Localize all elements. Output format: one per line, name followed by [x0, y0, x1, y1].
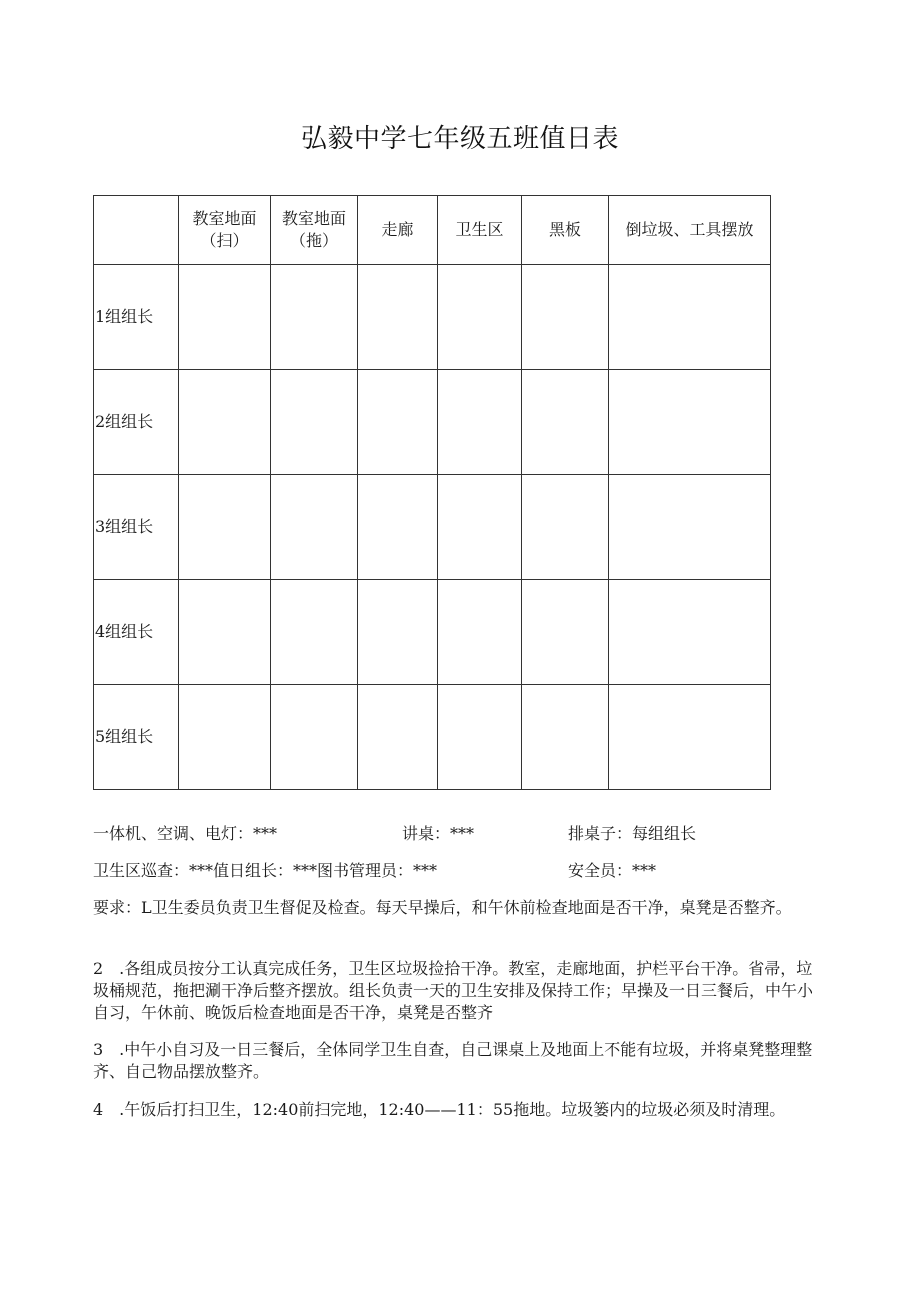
table-cell: [358, 580, 438, 685]
table-row: [94, 580, 771, 685]
table-cell: [522, 265, 609, 370]
header-text: 卫生区: [455, 220, 504, 239]
table-cell: [179, 475, 271, 580]
requirement-2: 2 .各组成员按分工认真完成任务，卫生区垃圾捡拾干净。教室，走廊地面，护栏平台干净。省帚，垃圾桶规范，拖把涮干净后整齐摆放。组长负责一天的卫生安排及保持工作；早操及一日三餐后，中午小自习，午休前、晚饭后检查地面是否干净，桌凳是否整齐: [93, 959, 814, 1022]
table-cell: [609, 580, 771, 685]
requirement-1: 要求：L卫生委员负责卫生督促及检查。每天早操后，和午休前检查地面是否干净，桌凳是否整齐。: [93, 898, 792, 917]
table-cell: [271, 685, 358, 790]
header-subtext: （拖）: [289, 231, 338, 250]
row-label: 2组组长: [94, 370, 179, 475]
info-desks: 排桌子：每组组长: [568, 824, 697, 843]
page-title: 弘毅中学七年级五班值日表: [300, 124, 619, 154]
table-cell: [522, 580, 609, 685]
header-text: 黑板: [548, 220, 581, 239]
duty-table: [93, 195, 771, 790]
table-cell: [522, 685, 609, 790]
table-cell: [609, 265, 771, 370]
table-cell: [179, 580, 271, 685]
table-cell: [522, 475, 609, 580]
header-text: 教室地面: [192, 209, 257, 228]
table-row: [94, 265, 771, 370]
header-text: 倒垃圾、工具摆放: [625, 220, 754, 239]
table-cell: [609, 370, 771, 475]
info-safety: 安全员：***: [568, 861, 657, 880]
table-row: [94, 475, 771, 580]
table-cell: [609, 685, 771, 790]
header-cell-sanitary-area: [438, 196, 522, 265]
header-cell-blackboard: [522, 196, 609, 265]
table-cell: [438, 685, 522, 790]
table-cell: [522, 370, 609, 475]
table-cell: [179, 685, 271, 790]
row-label: 1组组长: [94, 265, 179, 370]
table-cell: [179, 370, 271, 475]
table-row: [94, 370, 771, 475]
header-cell-blank: [94, 196, 179, 265]
row-label: 4组组长: [94, 580, 179, 685]
header-text: 教室地面: [281, 209, 346, 228]
table-cell: [358, 370, 438, 475]
table-cell: [271, 370, 358, 475]
header-cell-classroom-sweep: [179, 196, 271, 265]
table-cell: [271, 475, 358, 580]
table-cell: [438, 580, 522, 685]
table-cell: [358, 265, 438, 370]
header-cell-corridor: [358, 196, 438, 265]
table-cell: [271, 580, 358, 685]
header-cell-trash-tools: [609, 196, 771, 265]
table-cell: [358, 475, 438, 580]
info-inspection: 卫生区巡查：***值日组长：***图书管理员：***: [93, 861, 438, 880]
table-row: [94, 685, 771, 790]
requirement-3: 3 .中午小自习及一日三餐后，全体同学卫生自查，自己课桌上及地面上不能有垃圾，并将桌凳整理整齐、自己物品摆放整齐。: [93, 1040, 813, 1081]
row-label: 3组组长: [94, 475, 179, 580]
table-cell: [179, 265, 271, 370]
header-subtext: （扫）: [200, 231, 249, 250]
info-equipment: 一体机、空调、电灯：***: [93, 824, 278, 843]
table-cell: [271, 265, 358, 370]
header-cell-classroom-mop: [271, 196, 358, 265]
header-text: 走廊: [381, 220, 414, 239]
table-cell: [358, 685, 438, 790]
table-cell: [438, 265, 522, 370]
table-cell: [609, 475, 771, 580]
row-label: 5组组长: [94, 685, 179, 790]
table-cell: [438, 370, 522, 475]
table-cell: [438, 475, 522, 580]
requirement-4: 4 .午饭后打扫卫生，12:40前扫完地，12:40——11：55拖地。垃圾篓内的垃圾必须及时清理。: [93, 1100, 786, 1119]
table-header-row: [94, 196, 771, 265]
info-podium: 讲桌：***: [402, 824, 475, 843]
